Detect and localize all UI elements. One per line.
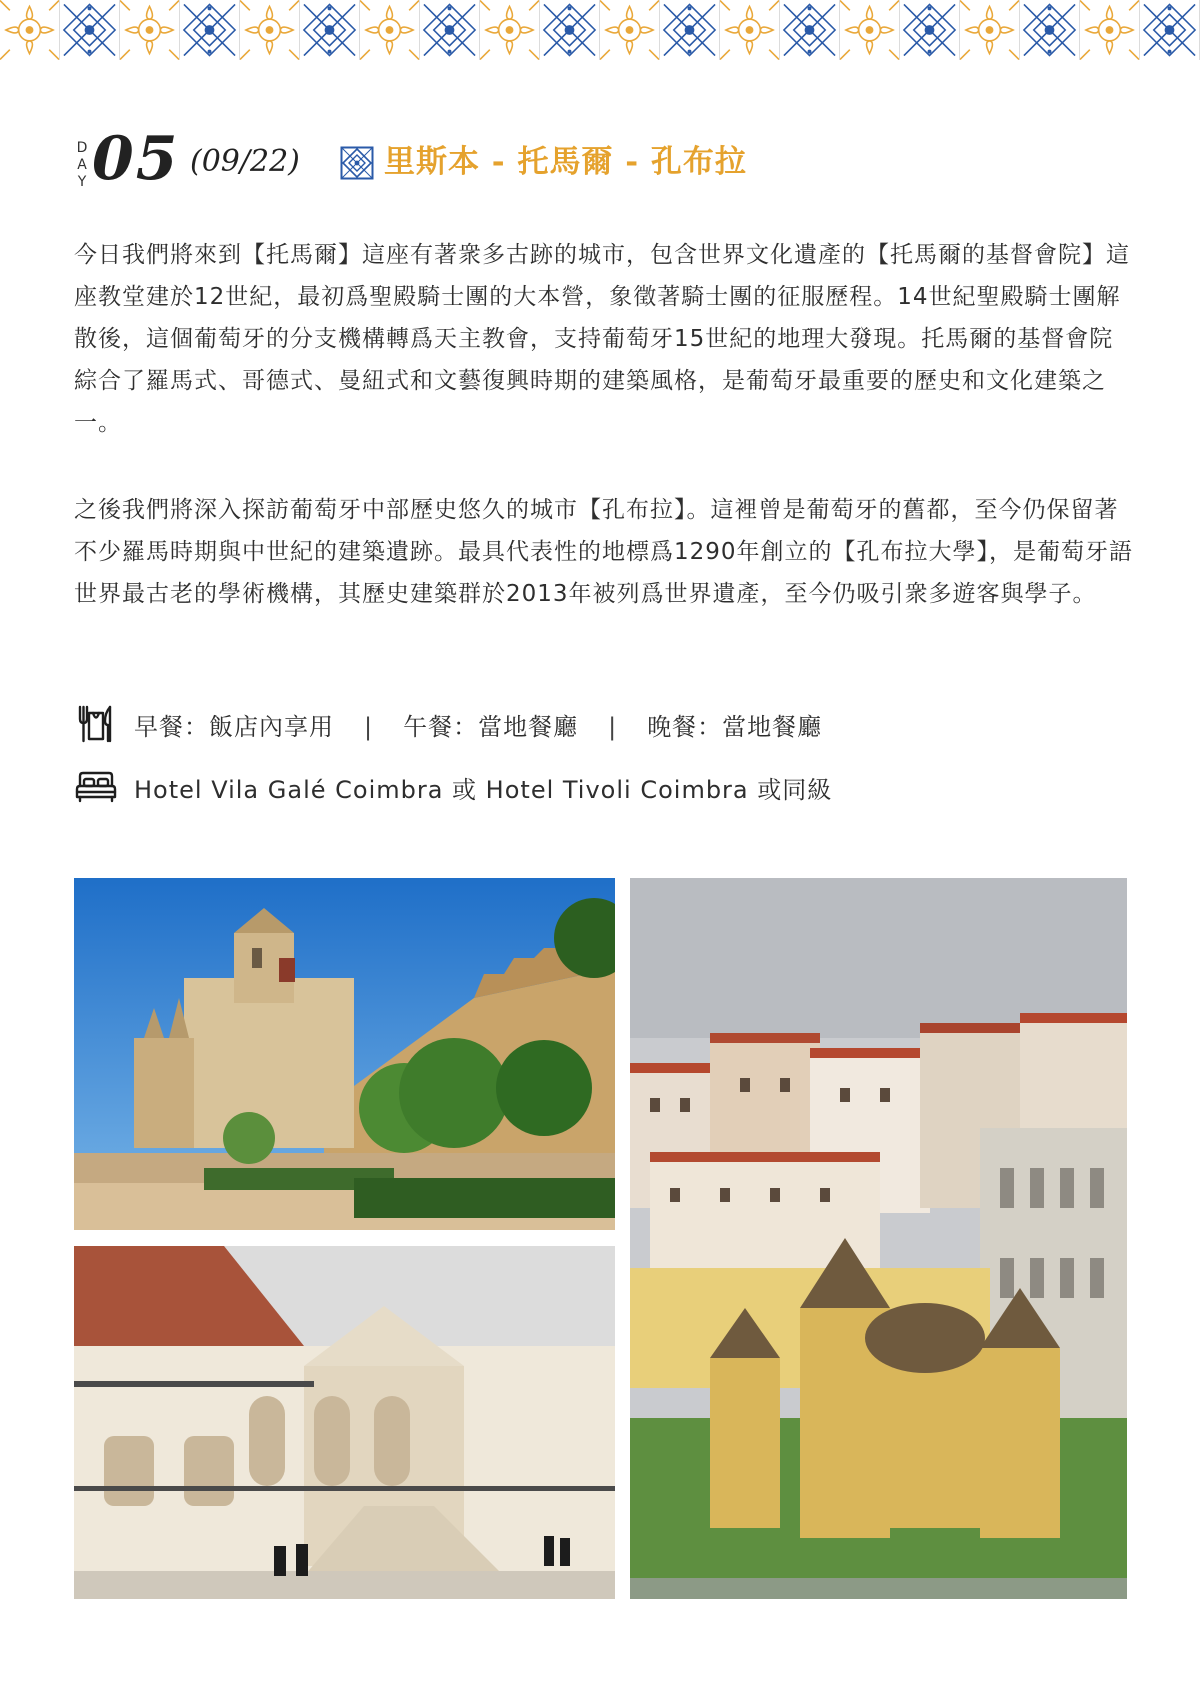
azulejo-tile [120, 0, 180, 60]
meals-row [74, 701, 822, 747]
breakfast-text: 早餐：飯店內享用 [134, 712, 334, 741]
azulejo-tile [60, 0, 120, 60]
azulejo-tile [960, 0, 1020, 60]
description-paragraph: 之後我們將深入探訪葡萄牙中部歷史悠久的城市【孔布拉】。這裡曾是葡萄牙的舊都，至今仍保留著不少羅馬時期與中世紀的建築遺跡。最具代表性的地標爲1290年創立的【孔布拉大學】，是葡萄牙語世界最古老的學術機構，其歷史建築群於2013年被列爲世界遺產，至今仍吸引衆多遊客與學子。 [74, 497, 1134, 607]
day-letter: Y [77, 174, 87, 190]
dinner-text: 晚餐：當地餐廳 [647, 712, 823, 741]
day-letter: D [76, 140, 88, 156]
azulejo-tile [480, 0, 540, 60]
day-number: 05 [92, 124, 180, 194]
azulejo-tile-border [0, 0, 1200, 60]
hotel-text: Hotel Vila Galé Coimbra 或 Hotel Tivoli Coimbra 或同級 [134, 775, 833, 804]
azulejo-tile [360, 0, 420, 60]
azulejo-tile [660, 0, 720, 60]
azulejo-tile [540, 0, 600, 60]
azulejo-tile [180, 0, 240, 60]
meal-separator: | [608, 712, 618, 741]
azulejo-tile [1140, 0, 1200, 60]
azulejo-tile [420, 0, 480, 60]
utensils-icon [74, 702, 118, 746]
azulejo-tile [240, 0, 300, 60]
azulejo-tile [1080, 0, 1140, 60]
lunch-text: 午餐：當地餐廳 [403, 712, 579, 741]
coimbra-cityscape-photo [630, 878, 1127, 1599]
azulejo-tile [900, 0, 960, 60]
azulejo-tile [720, 0, 780, 60]
convent-of-christ-photo [74, 878, 615, 1230]
day-header [76, 124, 1136, 200]
bed-icon [74, 765, 118, 809]
azulejo-tile [1020, 0, 1080, 60]
azulejo-tile [0, 0, 60, 60]
day-date: (09/22) [190, 144, 300, 179]
university-of-coimbra-photo [74, 1246, 615, 1599]
hotel-row [74, 764, 832, 810]
day-letter: A [77, 157, 87, 173]
azulejo-tile [780, 0, 840, 60]
azulejo-tile [300, 0, 360, 60]
azulejo-tile [600, 0, 660, 60]
route-title: 里斯本 - 托馬爾 - 孔布拉 [384, 144, 747, 180]
meal-separator: | [364, 712, 374, 741]
tile-diamond-icon [340, 146, 374, 180]
meals-text [134, 707, 822, 742]
azulejo-tile [840, 0, 900, 60]
day-label [76, 140, 88, 191]
description-paragraph: 今日我們將來到【托馬爾】這座有著衆多古跡的城市，包含世界文化遺產的【托馬爾的基督會院】這座教堂建於12世紀，最初爲聖殿騎士團的大本營，象徵著騎士團的征服歷程。14世紀聖殿騎士團解散後，這個葡萄牙的分支機構轉爲天主教會，支持葡萄牙15世紀的地理大發現。托馬爾的基督會院綜合了羅馬式、哥德式、曼紐式和文藝復興時期的建築風格，是葡萄牙最重要的歷史和文化建築之一。 [74, 242, 1130, 436]
